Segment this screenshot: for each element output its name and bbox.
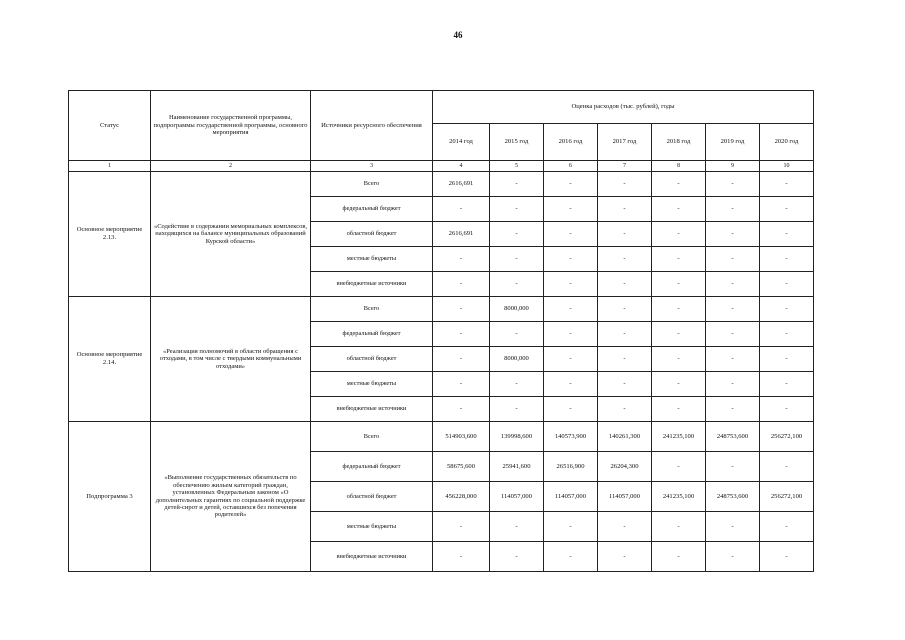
- expense-value-cell: -: [706, 197, 760, 222]
- expense-value-cell: -: [652, 542, 706, 572]
- expense-value-cell: -: [760, 197, 814, 222]
- page-number: 46: [453, 30, 463, 40]
- expense-value-cell: -: [490, 172, 544, 197]
- expense-value-cell: -: [598, 272, 652, 297]
- column-number-row: [69, 161, 814, 172]
- expense-value-cell: -: [706, 222, 760, 247]
- expense-value-cell: -: [652, 347, 706, 372]
- column-number: 3: [311, 161, 433, 172]
- expense-value-cell: -: [544, 347, 598, 372]
- expense-value-cell: -: [760, 397, 814, 422]
- expense-value-cell: -: [544, 272, 598, 297]
- expense-value-cell: -: [433, 322, 490, 347]
- expense-value-cell: 248753,600: [706, 422, 760, 452]
- expense-value-cell: -: [706, 322, 760, 347]
- expense-value-cell: -: [760, 247, 814, 272]
- funding-source-cell: областной бюджет: [311, 482, 433, 512]
- expense-value-cell: 256272,100: [760, 422, 814, 452]
- funding-source-cell: Всего: [311, 422, 433, 452]
- expense-value-cell: -: [433, 197, 490, 222]
- expense-value-cell: -: [760, 542, 814, 572]
- expense-value-cell: -: [433, 247, 490, 272]
- expense-value-cell: -: [652, 197, 706, 222]
- expense-value-cell: -: [760, 322, 814, 347]
- header-row: [69, 91, 814, 124]
- expense-value-cell: -: [652, 452, 706, 482]
- expense-value-cell: -: [490, 272, 544, 297]
- expense-value-cell: -: [706, 347, 760, 372]
- year-header: 2019 год: [706, 124, 760, 161]
- expense-value-cell: -: [652, 372, 706, 397]
- expense-value-cell: -: [598, 197, 652, 222]
- funding-source-cell: внебюджетные источники: [311, 272, 433, 297]
- header-estimate: Оценка расходов (тыс. рублей), годы: [433, 91, 814, 124]
- expense-value-cell: -: [433, 542, 490, 572]
- expense-value-cell: -: [652, 222, 706, 247]
- status-cell: Подпрограмма 3: [69, 422, 151, 572]
- expense-value-cell: 139998,600: [490, 422, 544, 452]
- expense-value-cell: -: [490, 197, 544, 222]
- expense-value-cell: -: [598, 397, 652, 422]
- expense-value-cell: -: [544, 197, 598, 222]
- funding-source-cell: Всего: [311, 297, 433, 322]
- expense-value-cell: -: [598, 297, 652, 322]
- expense-value-cell: 8000,000: [490, 297, 544, 322]
- expense-value-cell: -: [760, 272, 814, 297]
- expense-value-cell: -: [544, 297, 598, 322]
- expense-value-cell: -: [598, 372, 652, 397]
- program-name-cell: «Реализация полномочий в области обращения с отходами, в том числе с твердыми коммунальными отходами»: [151, 297, 311, 422]
- expense-value-cell: -: [706, 247, 760, 272]
- column-number: 5: [490, 161, 544, 172]
- expense-value-cell: 456228,000: [433, 482, 490, 512]
- expense-value-cell: -: [433, 347, 490, 372]
- expense-value-cell: -: [760, 172, 814, 197]
- expense-value-cell: -: [544, 542, 598, 572]
- expense-value-cell: 140261,300: [598, 422, 652, 452]
- expense-value-cell: 2616,691: [433, 172, 490, 197]
- funding-source-cell: федеральный бюджет: [311, 322, 433, 347]
- funding-source-cell: областной бюджет: [311, 347, 433, 372]
- expense-value-cell: -: [598, 542, 652, 572]
- expense-value-cell: -: [544, 512, 598, 542]
- expense-value-cell: -: [490, 397, 544, 422]
- funding-source-cell: федеральный бюджет: [311, 452, 433, 482]
- expense-value-cell: 241235,100: [652, 482, 706, 512]
- expense-value-cell: -: [544, 372, 598, 397]
- expense-value-cell: 8000,000: [490, 347, 544, 372]
- expense-value-cell: -: [760, 512, 814, 542]
- expense-value-cell: -: [652, 172, 706, 197]
- expense-value-cell: -: [598, 247, 652, 272]
- expense-value-cell: -: [706, 452, 760, 482]
- funding-source-cell: местные бюджеты: [311, 372, 433, 397]
- expense-value-cell: -: [598, 347, 652, 372]
- expense-value-cell: -: [760, 297, 814, 322]
- expense-value-cell: -: [652, 322, 706, 347]
- expense-value-cell: -: [544, 172, 598, 197]
- expense-value-cell: -: [544, 397, 598, 422]
- year-header: 2016 год: [544, 124, 598, 161]
- year-header: 2018 год: [652, 124, 706, 161]
- year-header: 2020 год: [760, 124, 814, 161]
- expense-value-cell: 114057,000: [598, 482, 652, 512]
- expense-value-cell: -: [598, 172, 652, 197]
- expense-value-cell: -: [598, 512, 652, 542]
- funding-source-cell: местные бюджеты: [311, 512, 433, 542]
- expense-value-cell: 114057,000: [490, 482, 544, 512]
- expense-value-cell: -: [433, 272, 490, 297]
- table-body: [69, 172, 814, 572]
- header-name: Наименование государственной программы, подпрограммы государственной программы, основного мероприятия: [151, 91, 311, 161]
- expense-value-cell: -: [433, 372, 490, 397]
- expense-value-cell: 26204,300: [598, 452, 652, 482]
- expense-value-cell: -: [760, 347, 814, 372]
- expense-value-cell: -: [544, 247, 598, 272]
- expense-value-cell: -: [433, 297, 490, 322]
- expense-value-cell: -: [706, 542, 760, 572]
- expense-value-cell: -: [652, 297, 706, 322]
- year-header: 2015 год: [490, 124, 544, 161]
- column-number: 9: [706, 161, 760, 172]
- year-header: 2017 год: [598, 124, 652, 161]
- funding-source-cell: внебюджетные источники: [311, 397, 433, 422]
- column-number: 10: [760, 161, 814, 172]
- expense-value-cell: -: [433, 512, 490, 542]
- expense-value-cell: -: [598, 322, 652, 347]
- program-name-cell: «Содействие в содержании мемориальных комплексов, находящихся на балансе муниципальных образований Курской области»: [151, 172, 311, 297]
- table-row: [69, 297, 814, 322]
- column-number: 2: [151, 161, 311, 172]
- expense-value-cell: -: [598, 222, 652, 247]
- expense-value-cell: -: [490, 247, 544, 272]
- expense-value-cell: 114057,000: [544, 482, 598, 512]
- status-cell: Основное мероприятие 2.14.: [69, 297, 151, 422]
- expense-value-cell: -: [760, 452, 814, 482]
- header-sources: Источники ресурсного обеспечения: [311, 91, 433, 161]
- expense-value-cell: -: [760, 222, 814, 247]
- expense-value-cell: -: [652, 512, 706, 542]
- table-row: [69, 422, 814, 452]
- column-number: 1: [69, 161, 151, 172]
- expense-value-cell: -: [490, 372, 544, 397]
- expense-value-cell: -: [760, 372, 814, 397]
- expense-value-cell: 2616,691: [433, 222, 490, 247]
- expense-value-cell: -: [706, 272, 760, 297]
- expense-value-cell: -: [706, 172, 760, 197]
- expense-value-cell: 256272,100: [760, 482, 814, 512]
- expense-value-cell: 514903,600: [433, 422, 490, 452]
- expense-value-cell: -: [433, 397, 490, 422]
- column-number: 4: [433, 161, 490, 172]
- expense-value-cell: -: [652, 247, 706, 272]
- expense-value-cell: -: [544, 222, 598, 247]
- expense-value-cell: 140573,900: [544, 422, 598, 452]
- expense-value-cell: 26516,900: [544, 452, 598, 482]
- expense-value-cell: -: [490, 322, 544, 347]
- expense-value-cell: -: [706, 397, 760, 422]
- expense-value-cell: 25941,600: [490, 452, 544, 482]
- year-header: 2014 год: [433, 124, 490, 161]
- header-status: Статус: [69, 91, 151, 161]
- budget-table: [68, 90, 814, 572]
- column-number: 7: [598, 161, 652, 172]
- funding-source-cell: внебюджетные источники: [311, 542, 433, 572]
- column-number: 8: [652, 161, 706, 172]
- program-name-cell: «Выполнение государственных обязательств по обеспечению жильем категорий граждан, установленных Федеральным законом «О дополнительных гарантиях по социальной поддержке детей-сирот и детей, оставшихся без попечения родителей»: [151, 422, 311, 572]
- expense-value-cell: 241235,100: [652, 422, 706, 452]
- expense-value-cell: -: [490, 222, 544, 247]
- expense-value-cell: -: [706, 297, 760, 322]
- expense-value-cell: 248753,600: [706, 482, 760, 512]
- expense-value-cell: -: [706, 372, 760, 397]
- funding-source-cell: Всего: [311, 172, 433, 197]
- expense-value-cell: -: [706, 512, 760, 542]
- expense-value-cell: -: [652, 397, 706, 422]
- funding-source-cell: местные бюджеты: [311, 247, 433, 272]
- expense-value-cell: -: [544, 322, 598, 347]
- funding-source-cell: областной бюджет: [311, 222, 433, 247]
- expense-value-cell: 58675,600: [433, 452, 490, 482]
- table-row: [69, 172, 814, 197]
- status-cell: Основное мероприятие 2.13.: [69, 172, 151, 297]
- column-number: 6: [544, 161, 598, 172]
- expense-value-cell: -: [652, 272, 706, 297]
- expense-value-cell: -: [490, 512, 544, 542]
- funding-source-cell: федеральный бюджет: [311, 197, 433, 222]
- expense-value-cell: -: [490, 542, 544, 572]
